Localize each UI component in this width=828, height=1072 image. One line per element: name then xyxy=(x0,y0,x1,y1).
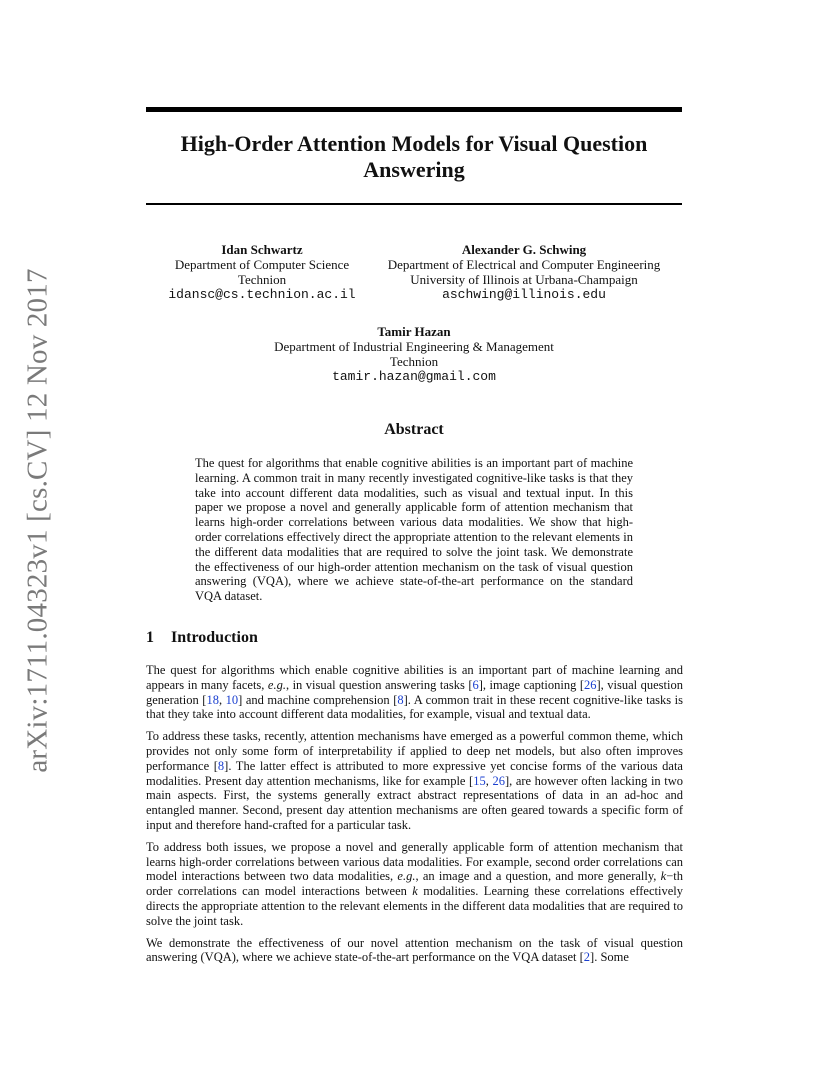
citation-link[interactable]: 26 xyxy=(584,677,597,692)
author-name: Tamir Hazan xyxy=(377,324,451,339)
italic-term: e.g. xyxy=(397,869,416,884)
author-name: Alexander G. Schwing xyxy=(461,242,587,257)
paper-title: High-Order Attention Models for Visual Question Answering xyxy=(180,131,648,182)
author-block-3 xyxy=(214,324,614,384)
citation-link[interactable]: 8 xyxy=(217,758,225,773)
citation-link[interactable]: 18 xyxy=(206,692,219,707)
italic-term: k xyxy=(660,869,667,884)
title-bottom-rule xyxy=(146,203,682,205)
author-affiliation: Technion xyxy=(389,354,439,369)
paragraph: To address these tasks, recently, attention mechanisms have emerged as a powerful common theme, which provides not only some form of interpretability if applied to deep net models, but also often improves performance [8]. The latter effect is attributed to more expressive yet concise forms of the various data modalities. Present day attention mechanisms, like for example [15, 26], are however often lacking in two main aspects. First, the systems generally extract abstract representations of data in an ad-hoc and entangled manner. Second, present day attention mechanisms are often geared towards a specific form of input and therefore hand-crafted for a particular task. xyxy=(146,729,684,832)
paragraph: The quest for algorithms which enable cognitive abilities is an important part of machine learning and appears in many facets, e.g., in visual question answering tasks [6], image captioning [26], visual question generation [18, 10] and machine comprehension [8]. A common trait in these recent cognitive-like tasks is that they take into account different data modalities, for example, visual and textual data. xyxy=(146,663,684,722)
section-number: 1 xyxy=(146,629,154,646)
author-affiliation: Department of Electrical and Computer Engineering xyxy=(387,257,661,272)
introduction-body xyxy=(146,663,683,972)
paragraph: We demonstrate the effectiveness of our novel attention mechanism on the task of visual question answering (VQA), where we achieve state-of-the-art performance on the VQA dataset [2]. Some xyxy=(146,935,683,965)
author-affiliation: Technion xyxy=(237,272,287,287)
author-email: aschwing@illinois.edu xyxy=(442,287,606,302)
arxiv-identifier-stamp xyxy=(8,267,68,773)
author-block-2 xyxy=(374,242,674,302)
abstract-heading: Abstract xyxy=(384,421,444,438)
abstract-text: The quest for algorithms that enable cognitive abilities is an important part of machine learning. A common trait in many recently investigated cognitive-like tasks is that they take into account different data modalities, such as visual and textual input. In this paper we propose a novel and generally applicable form of attention mechanism that learns high-order correlations between various data modalities. We show that high-order correlations effectively direct the appropriate attention to the relevant elements in the different data modalities that are required to solve the joint task. We demonstrate the effectiveness of our high-order attention mechanism on the task of visual question answering (VQA), where we achieve state-of-the-art performance on the standard VQA dataset. xyxy=(195,456,633,604)
author-name: Idan Schwartz xyxy=(221,242,303,257)
citation-link[interactable]: 15 xyxy=(473,773,486,788)
citation-link[interactable]: 8 xyxy=(397,692,404,707)
section-heading xyxy=(146,629,682,647)
author-email: idansc@cs.technion.ac.il xyxy=(168,287,356,302)
italic-term: e.g. xyxy=(267,677,286,692)
title-top-rule xyxy=(146,107,682,112)
author-block-1 xyxy=(150,242,374,302)
section-title: Introduction xyxy=(171,629,258,646)
author-affiliation: Department of Computer Science xyxy=(174,257,350,272)
arxiv-identifier-text: arXiv:1711.04323v1 [cs.CV] 12 Nov 2017 xyxy=(21,267,54,773)
italic-term: k xyxy=(412,884,418,899)
citation-link[interactable]: 10 xyxy=(225,692,239,707)
citation-link[interactable]: 6 xyxy=(472,677,479,692)
author-affiliation: University of Illinois at Urbana-Champaign xyxy=(410,272,638,287)
citation-link[interactable]: 2 xyxy=(583,950,591,965)
author-affiliation: Department of Industrial Engineering & Management xyxy=(274,339,554,354)
citation-link[interactable]: 26 xyxy=(492,773,505,788)
paragraph: To address both issues, we propose a novel and generally applicable form of attention mechanism that learns high-order correlations between various data modalities. For example, second order correlations can model interactions between two data modalities, e.g., an image and a question, and more generally, k−th order correlations can model interactions between k modalities. Learning these correlations effectively directs the appropriate attention to the relevant elements in the different data modalities that are required to solve the joint task. xyxy=(146,839,683,928)
author-email: tamir.hazan@gmail.com xyxy=(332,369,496,384)
